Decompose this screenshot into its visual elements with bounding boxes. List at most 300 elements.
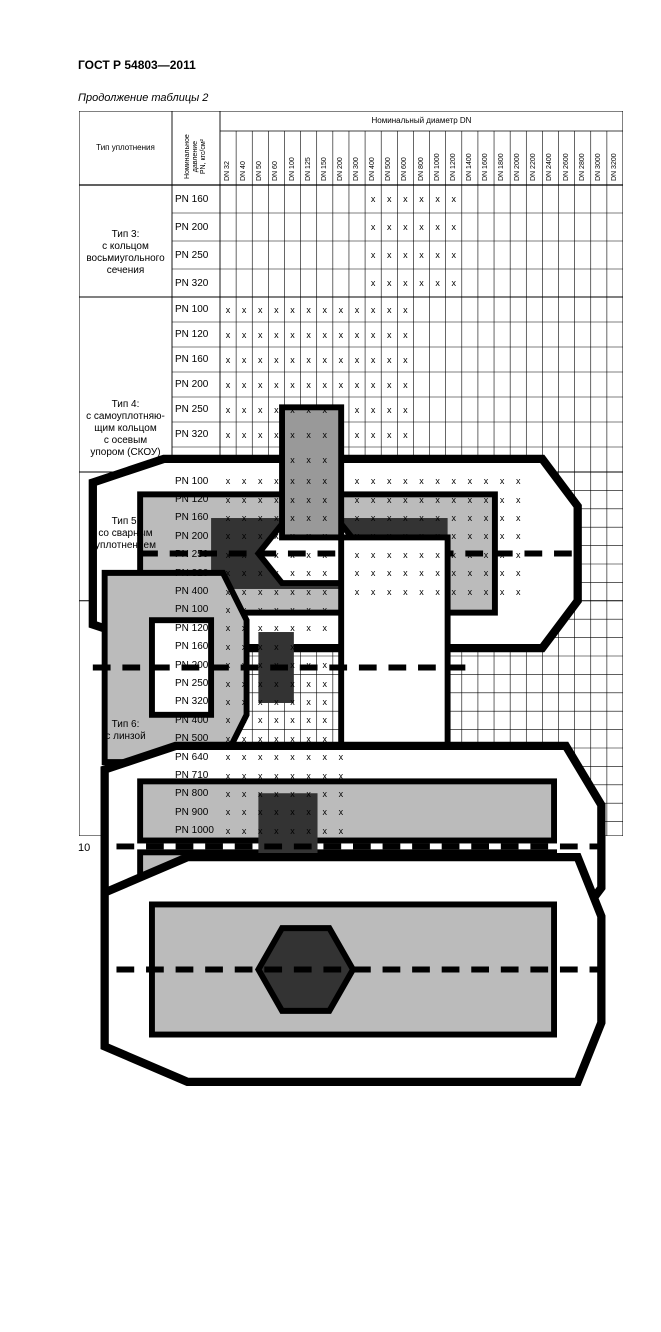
- availability-mark: x: [403, 568, 408, 579]
- caption-line: с кольцом: [102, 241, 149, 252]
- availability-mark: x: [258, 531, 263, 542]
- dn-header-dn-1600: DN 1600: [481, 153, 489, 181]
- availability-mark: x: [306, 494, 311, 505]
- availability-mark: x: [241, 623, 247, 634]
- availability-mark: x: [403, 329, 408, 340]
- availability-mark: x: [322, 494, 328, 505]
- availability-mark: x: [241, 329, 247, 340]
- availability-mark: x: [258, 494, 263, 505]
- dn-header-dn-100: DN 100: [288, 157, 296, 181]
- availability-mark: x: [241, 586, 247, 597]
- availability-mark: x: [225, 454, 231, 465]
- availability-mark: x: [386, 354, 392, 365]
- availability-mark: x: [290, 623, 295, 634]
- availability-mark: x: [258, 404, 263, 415]
- availability-mark: x: [258, 788, 263, 799]
- availability-mark: x: [290, 715, 295, 726]
- availability-mark: x: [435, 512, 440, 523]
- availability-mark: x: [338, 715, 344, 726]
- availability-mark: x: [241, 733, 247, 744]
- caption-line: восьмиугольного: [86, 253, 165, 264]
- availability-mark: x: [322, 379, 328, 390]
- availability-mark: x: [274, 568, 279, 579]
- pressure-cell: PN 200: [175, 379, 209, 390]
- dn-header-dn-32: DN 32: [224, 161, 232, 181]
- page-number: 10: [78, 842, 91, 854]
- dn-header-dn-1000: DN 1000: [433, 153, 441, 181]
- lens-seal-icon: [81, 607, 173, 649]
- availability-mark: x: [290, 354, 295, 365]
- sealing-type-caption: [79, 516, 172, 552]
- dn-header-dn-600: DN 600: [401, 157, 409, 181]
- availability-mark: x: [241, 604, 247, 615]
- availability-mark: x: [386, 512, 392, 523]
- availability-mark: x: [499, 531, 505, 542]
- availability-mark: x: [274, 807, 279, 818]
- availability-mark: x: [225, 494, 231, 505]
- availability-mark: x: [258, 623, 263, 634]
- availability-mark: x: [225, 641, 231, 652]
- availability-mark: x: [290, 531, 295, 542]
- pressure-cell: PN 320: [175, 277, 209, 289]
- availability-mark: x: [322, 752, 328, 763]
- dn-header-dn-200: DN 200: [336, 157, 344, 181]
- availability-mark: x: [306, 770, 311, 781]
- pn-header-line: давление: [192, 141, 199, 173]
- availability-mark: x: [225, 404, 231, 415]
- availability-mark: x: [306, 604, 311, 615]
- availability-mark: x: [451, 586, 456, 597]
- caption-line: Тип 4:: [111, 399, 140, 410]
- caption-line: Тип 6:: [111, 718, 140, 730]
- availability-mark: x: [419, 250, 424, 260]
- availability-mark: x: [306, 641, 311, 652]
- availability-mark: x: [338, 770, 344, 781]
- availability-mark: x: [241, 304, 247, 315]
- availability-mark: x: [338, 429, 344, 440]
- availability-mark: x: [322, 454, 328, 465]
- column-header-sealing-type: Тип уплотнения: [96, 143, 155, 152]
- pressure-cell: PN 120: [175, 622, 209, 634]
- availability-mark: x: [435, 568, 440, 579]
- availability-mark: x: [241, 494, 247, 505]
- availability-mark: x: [258, 678, 263, 689]
- pressure-cell: PN 320: [175, 429, 209, 440]
- availability-mark: x: [225, 696, 231, 707]
- availability-mark: x: [258, 454, 263, 465]
- availability-mark: x: [322, 715, 328, 726]
- welded-seal-icon: [81, 478, 173, 514]
- availability-mark: x: [290, 770, 295, 781]
- availability-mark: x: [386, 586, 392, 597]
- availability-mark: x: [306, 568, 311, 579]
- availability-mark: x: [370, 404, 376, 415]
- availability-mark: x: [403, 278, 408, 288]
- availability-mark: x: [354, 549, 360, 560]
- availability-mark: x: [322, 304, 328, 315]
- availability-mark: x: [338, 807, 344, 818]
- dn-header-dn-40: DN 40: [240, 161, 248, 181]
- availability-mark: x: [451, 568, 456, 579]
- availability-mark: x: [451, 250, 456, 260]
- availability-mark: x: [419, 278, 424, 288]
- availability-mark: x: [274, 304, 279, 315]
- pressure-cell: PN 100: [175, 475, 209, 487]
- availability-mark: x: [370, 250, 376, 260]
- pressure-cell: PN 200: [175, 530, 209, 542]
- availability-mark: x: [290, 454, 295, 465]
- availability-mark: x: [274, 586, 279, 597]
- availability-mark: x: [225, 476, 231, 487]
- availability-mark: x: [483, 476, 489, 487]
- pressure-cell: PN 120: [175, 494, 209, 506]
- standard-title: ГОСТ Р 54803—2011: [78, 58, 196, 72]
- sealing-type-caption: [79, 719, 172, 743]
- availability-mark: x: [386, 278, 392, 288]
- availability-mark: x: [241, 549, 247, 560]
- availability-mark: x: [338, 825, 344, 836]
- self-sealing-ring-icon: [81, 305, 173, 397]
- availability-mark: x: [435, 476, 440, 487]
- availability-mark: x: [451, 222, 456, 232]
- availability-mark: x: [467, 494, 473, 505]
- availability-mark: x: [435, 278, 440, 288]
- availability-mark: x: [258, 807, 263, 818]
- availability-mark: x: [258, 429, 263, 440]
- availability-mark: x: [515, 586, 521, 597]
- availability-mark: x: [241, 825, 247, 836]
- availability-mark: x: [338, 678, 344, 689]
- availability-mark: x: [225, 549, 231, 560]
- pressure-cell: PN 200: [175, 221, 209, 233]
- availability-mark: x: [241, 678, 247, 689]
- pn-header-line: PN, кгс/см²: [200, 139, 207, 175]
- availability-mark: x: [274, 494, 279, 505]
- availability-mark: x: [274, 329, 279, 340]
- availability-mark: x: [322, 825, 328, 836]
- availability-mark: x: [499, 586, 505, 597]
- pressure-cell: PN 250: [175, 678, 209, 690]
- availability-mark: x: [274, 512, 279, 523]
- availability-mark: x: [338, 476, 344, 487]
- availability-mark: x: [225, 329, 231, 340]
- availability-mark: x: [370, 476, 376, 487]
- caption-line: Тип 3:: [111, 229, 140, 240]
- availability-mark: x: [338, 549, 344, 560]
- availability-mark: x: [483, 531, 489, 542]
- pressure-cell: PN 400: [175, 714, 209, 726]
- availability-mark: x: [322, 733, 328, 744]
- availability-mark: x: [483, 494, 489, 505]
- pressure-cell: PN 120: [175, 329, 209, 340]
- availability-mark: x: [290, 678, 295, 689]
- availability-mark: x: [225, 715, 231, 726]
- availability-mark: x: [241, 354, 247, 365]
- pressure-cell: PN 160: [175, 512, 209, 524]
- availability-mark: x: [370, 549, 376, 560]
- availability-mark: x: [403, 549, 408, 560]
- sealing-type-caption: [79, 229, 172, 277]
- availability-mark: x: [370, 304, 376, 315]
- pressure-cell: PN 320: [175, 696, 209, 708]
- availability-mark: x: [322, 623, 328, 634]
- availability-mark: x: [451, 278, 456, 288]
- availability-mark: x: [451, 476, 456, 487]
- availability-mark: x: [322, 604, 328, 615]
- availability-mark: x: [290, 696, 295, 707]
- availability-mark: x: [338, 641, 344, 652]
- availability-mark: x: [225, 678, 231, 689]
- availability-mark: x: [241, 429, 247, 440]
- availability-mark: x: [419, 512, 424, 523]
- availability-mark: x: [274, 660, 279, 671]
- availability-mark: x: [515, 494, 521, 505]
- availability-mark: x: [258, 641, 263, 652]
- availability-mark: x: [290, 586, 295, 597]
- caption-line: щим кольцом: [94, 423, 157, 434]
- availability-mark: x: [515, 549, 521, 560]
- pressure-cell: PN 500: [175, 733, 209, 745]
- availability-mark: x: [290, 549, 295, 560]
- availability-mark: x: [225, 604, 231, 615]
- availability-mark: x: [322, 404, 328, 415]
- availability-mark: x: [451, 194, 456, 204]
- availability-mark: x: [225, 531, 231, 542]
- availability-mark: x: [274, 678, 279, 689]
- availability-mark: x: [290, 494, 295, 505]
- availability-mark: x: [290, 379, 295, 390]
- pn-header-line: Номинальное: [184, 134, 191, 179]
- availability-mark: x: [290, 788, 295, 799]
- availability-mark: x: [419, 194, 424, 204]
- availability-mark: x: [322, 678, 328, 689]
- availability-mark: x: [451, 494, 456, 505]
- availability-mark: x: [467, 531, 473, 542]
- availability-mark: x: [403, 194, 408, 204]
- availability-mark: x: [386, 379, 392, 390]
- availability-mark: x: [338, 696, 344, 707]
- availability-mark: x: [274, 696, 279, 707]
- availability-mark: x: [386, 476, 392, 487]
- availability-mark: x: [241, 454, 247, 465]
- availability-mark: x: [290, 512, 295, 523]
- availability-mark: x: [322, 568, 328, 579]
- pressure-cell: PN 100: [175, 304, 209, 315]
- dn-header-dn-3000: DN 3000: [594, 153, 602, 181]
- availability-mark: x: [403, 454, 408, 465]
- availability-mark: x: [354, 494, 360, 505]
- availability-mark: x: [354, 404, 360, 415]
- availability-mark: x: [258, 512, 263, 523]
- column-header-nominal-pressure: [184, 134, 208, 179]
- availability-mark: x: [338, 788, 344, 799]
- availability-mark: x: [338, 454, 344, 465]
- availability-mark: x: [403, 304, 408, 315]
- availability-mark: x: [338, 494, 344, 505]
- availability-mark: x: [354, 329, 360, 340]
- availability-mark: x: [306, 329, 311, 340]
- availability-mark: x: [241, 807, 247, 818]
- dn-header-dn-300: DN 300: [353, 157, 361, 181]
- availability-mark: x: [354, 354, 360, 365]
- availability-mark: x: [338, 531, 344, 542]
- dn-header-dn-125: DN 125: [304, 157, 312, 181]
- availability-mark: x: [338, 752, 344, 763]
- availability-mark: x: [274, 623, 279, 634]
- availability-mark: x: [386, 568, 392, 579]
- availability-mark: x: [274, 604, 279, 615]
- table-caption: Продолжение таблицы 2: [78, 92, 209, 104]
- availability-mark: x: [225, 568, 231, 579]
- availability-mark: x: [386, 329, 392, 340]
- availability-mark: x: [306, 404, 311, 415]
- availability-mark: x: [451, 549, 456, 560]
- availability-mark: x: [370, 531, 376, 542]
- availability-mark: x: [467, 586, 473, 597]
- availability-mark: x: [403, 404, 408, 415]
- availability-mark: x: [290, 476, 295, 487]
- availability-mark: x: [435, 222, 440, 232]
- availability-mark: x: [225, 429, 231, 440]
- availability-mark: x: [225, 733, 231, 744]
- availability-mark: x: [370, 329, 376, 340]
- availability-mark: x: [306, 660, 311, 671]
- availability-mark: x: [306, 623, 311, 634]
- availability-mark: x: [225, 660, 231, 671]
- availability-mark: x: [306, 476, 311, 487]
- availability-mark: x: [290, 429, 295, 440]
- availability-mark: x: [403, 379, 408, 390]
- availability-mark: x: [354, 512, 360, 523]
- availability-mark: x: [258, 733, 263, 744]
- availability-mark: x: [290, 807, 295, 818]
- availability-mark: x: [258, 715, 263, 726]
- availability-mark: x: [241, 568, 247, 579]
- availability-mark: x: [225, 788, 231, 799]
- availability-mark: x: [274, 825, 279, 836]
- availability-mark: x: [322, 549, 328, 560]
- availability-mark: x: [403, 512, 408, 523]
- dn-header-dn-400: DN 400: [369, 157, 377, 181]
- availability-mark: x: [338, 379, 344, 390]
- availability-mark: x: [322, 512, 328, 523]
- availability-mark: x: [419, 531, 424, 542]
- availability-mark: x: [322, 476, 328, 487]
- availability-mark: x: [515, 476, 521, 487]
- availability-mark: x: [258, 568, 263, 579]
- dn-header-dn-800: DN 800: [417, 157, 425, 181]
- caption-line: Тип 5:: [111, 516, 140, 527]
- availability-mark: x: [274, 404, 279, 415]
- pressure-cell: PN 100: [175, 604, 209, 616]
- availability-mark: x: [258, 660, 263, 671]
- availability-mark: x: [290, 304, 295, 315]
- availability-mark: x: [290, 604, 295, 615]
- availability-mark: x: [274, 531, 279, 542]
- availability-mark: x: [258, 354, 263, 365]
- availability-mark: x: [322, 641, 328, 652]
- availability-mark: x: [258, 586, 263, 597]
- availability-mark: x: [515, 568, 521, 579]
- availability-mark: x: [306, 549, 311, 560]
- availability-mark: x: [290, 329, 295, 340]
- caption-line: уплотнением: [95, 540, 156, 551]
- availability-mark: x: [258, 752, 263, 763]
- availability-mark: x: [354, 379, 360, 390]
- availability-mark: x: [274, 476, 279, 487]
- availability-mark: x: [225, 304, 231, 315]
- availability-mark: x: [515, 531, 521, 542]
- caption-line: с линзой: [105, 730, 146, 742]
- availability-mark: x: [225, 512, 231, 523]
- availability-mark: x: [225, 379, 231, 390]
- availability-mark: x: [467, 476, 473, 487]
- sealing-type-table: [79, 111, 623, 836]
- availability-mark: x: [386, 250, 392, 260]
- availability-mark: x: [483, 512, 489, 523]
- availability-mark: x: [338, 354, 344, 365]
- sealing-type-caption: [79, 399, 172, 459]
- availability-mark: x: [290, 404, 295, 415]
- availability-mark: x: [241, 512, 247, 523]
- caption-line: с самоуплотняю-: [86, 411, 165, 422]
- availability-mark: x: [467, 512, 473, 523]
- availability-mark: x: [386, 194, 392, 204]
- availability-mark: x: [338, 586, 344, 597]
- availability-mark: x: [322, 429, 328, 440]
- availability-mark: x: [290, 660, 295, 671]
- availability-mark: x: [241, 660, 247, 671]
- availability-mark: x: [306, 807, 311, 818]
- availability-mark: x: [338, 329, 344, 340]
- availability-mark: x: [322, 696, 328, 707]
- pressure-cell: PN 400: [175, 586, 209, 598]
- dn-header-dn-3200: DN 3200: [610, 153, 618, 181]
- availability-mark: x: [306, 733, 311, 744]
- availability-mark: x: [274, 454, 279, 465]
- availability-mark: x: [241, 404, 247, 415]
- availability-mark: x: [241, 788, 247, 799]
- availability-mark: x: [467, 568, 473, 579]
- availability-mark: x: [290, 568, 295, 579]
- availability-mark: x: [354, 476, 360, 487]
- availability-mark: x: [435, 586, 440, 597]
- availability-mark: x: [419, 222, 424, 232]
- availability-mark: x: [225, 623, 231, 634]
- availability-mark: x: [419, 476, 424, 487]
- availability-mark: x: [258, 549, 263, 560]
- availability-mark: x: [370, 586, 376, 597]
- availability-mark: x: [258, 329, 263, 340]
- availability-mark: x: [338, 404, 344, 415]
- availability-mark: x: [499, 512, 505, 523]
- availability-mark: x: [354, 429, 360, 440]
- availability-mark: x: [258, 770, 263, 781]
- availability-mark: x: [306, 354, 311, 365]
- pressure-cell: PN 250: [175, 249, 209, 261]
- availability-mark: x: [225, 770, 231, 781]
- dn-header-dn-2800: DN 2800: [578, 153, 586, 181]
- availability-mark: x: [225, 752, 231, 763]
- pressure-cell: PN 1000: [175, 825, 214, 837]
- availability-mark: x: [338, 623, 344, 634]
- availability-mark: x: [322, 531, 328, 542]
- availability-mark: x: [306, 304, 311, 315]
- availability-mark: x: [338, 568, 344, 579]
- availability-mark: x: [338, 660, 344, 671]
- caption-line: сечения: [106, 265, 145, 276]
- availability-mark: x: [258, 825, 263, 836]
